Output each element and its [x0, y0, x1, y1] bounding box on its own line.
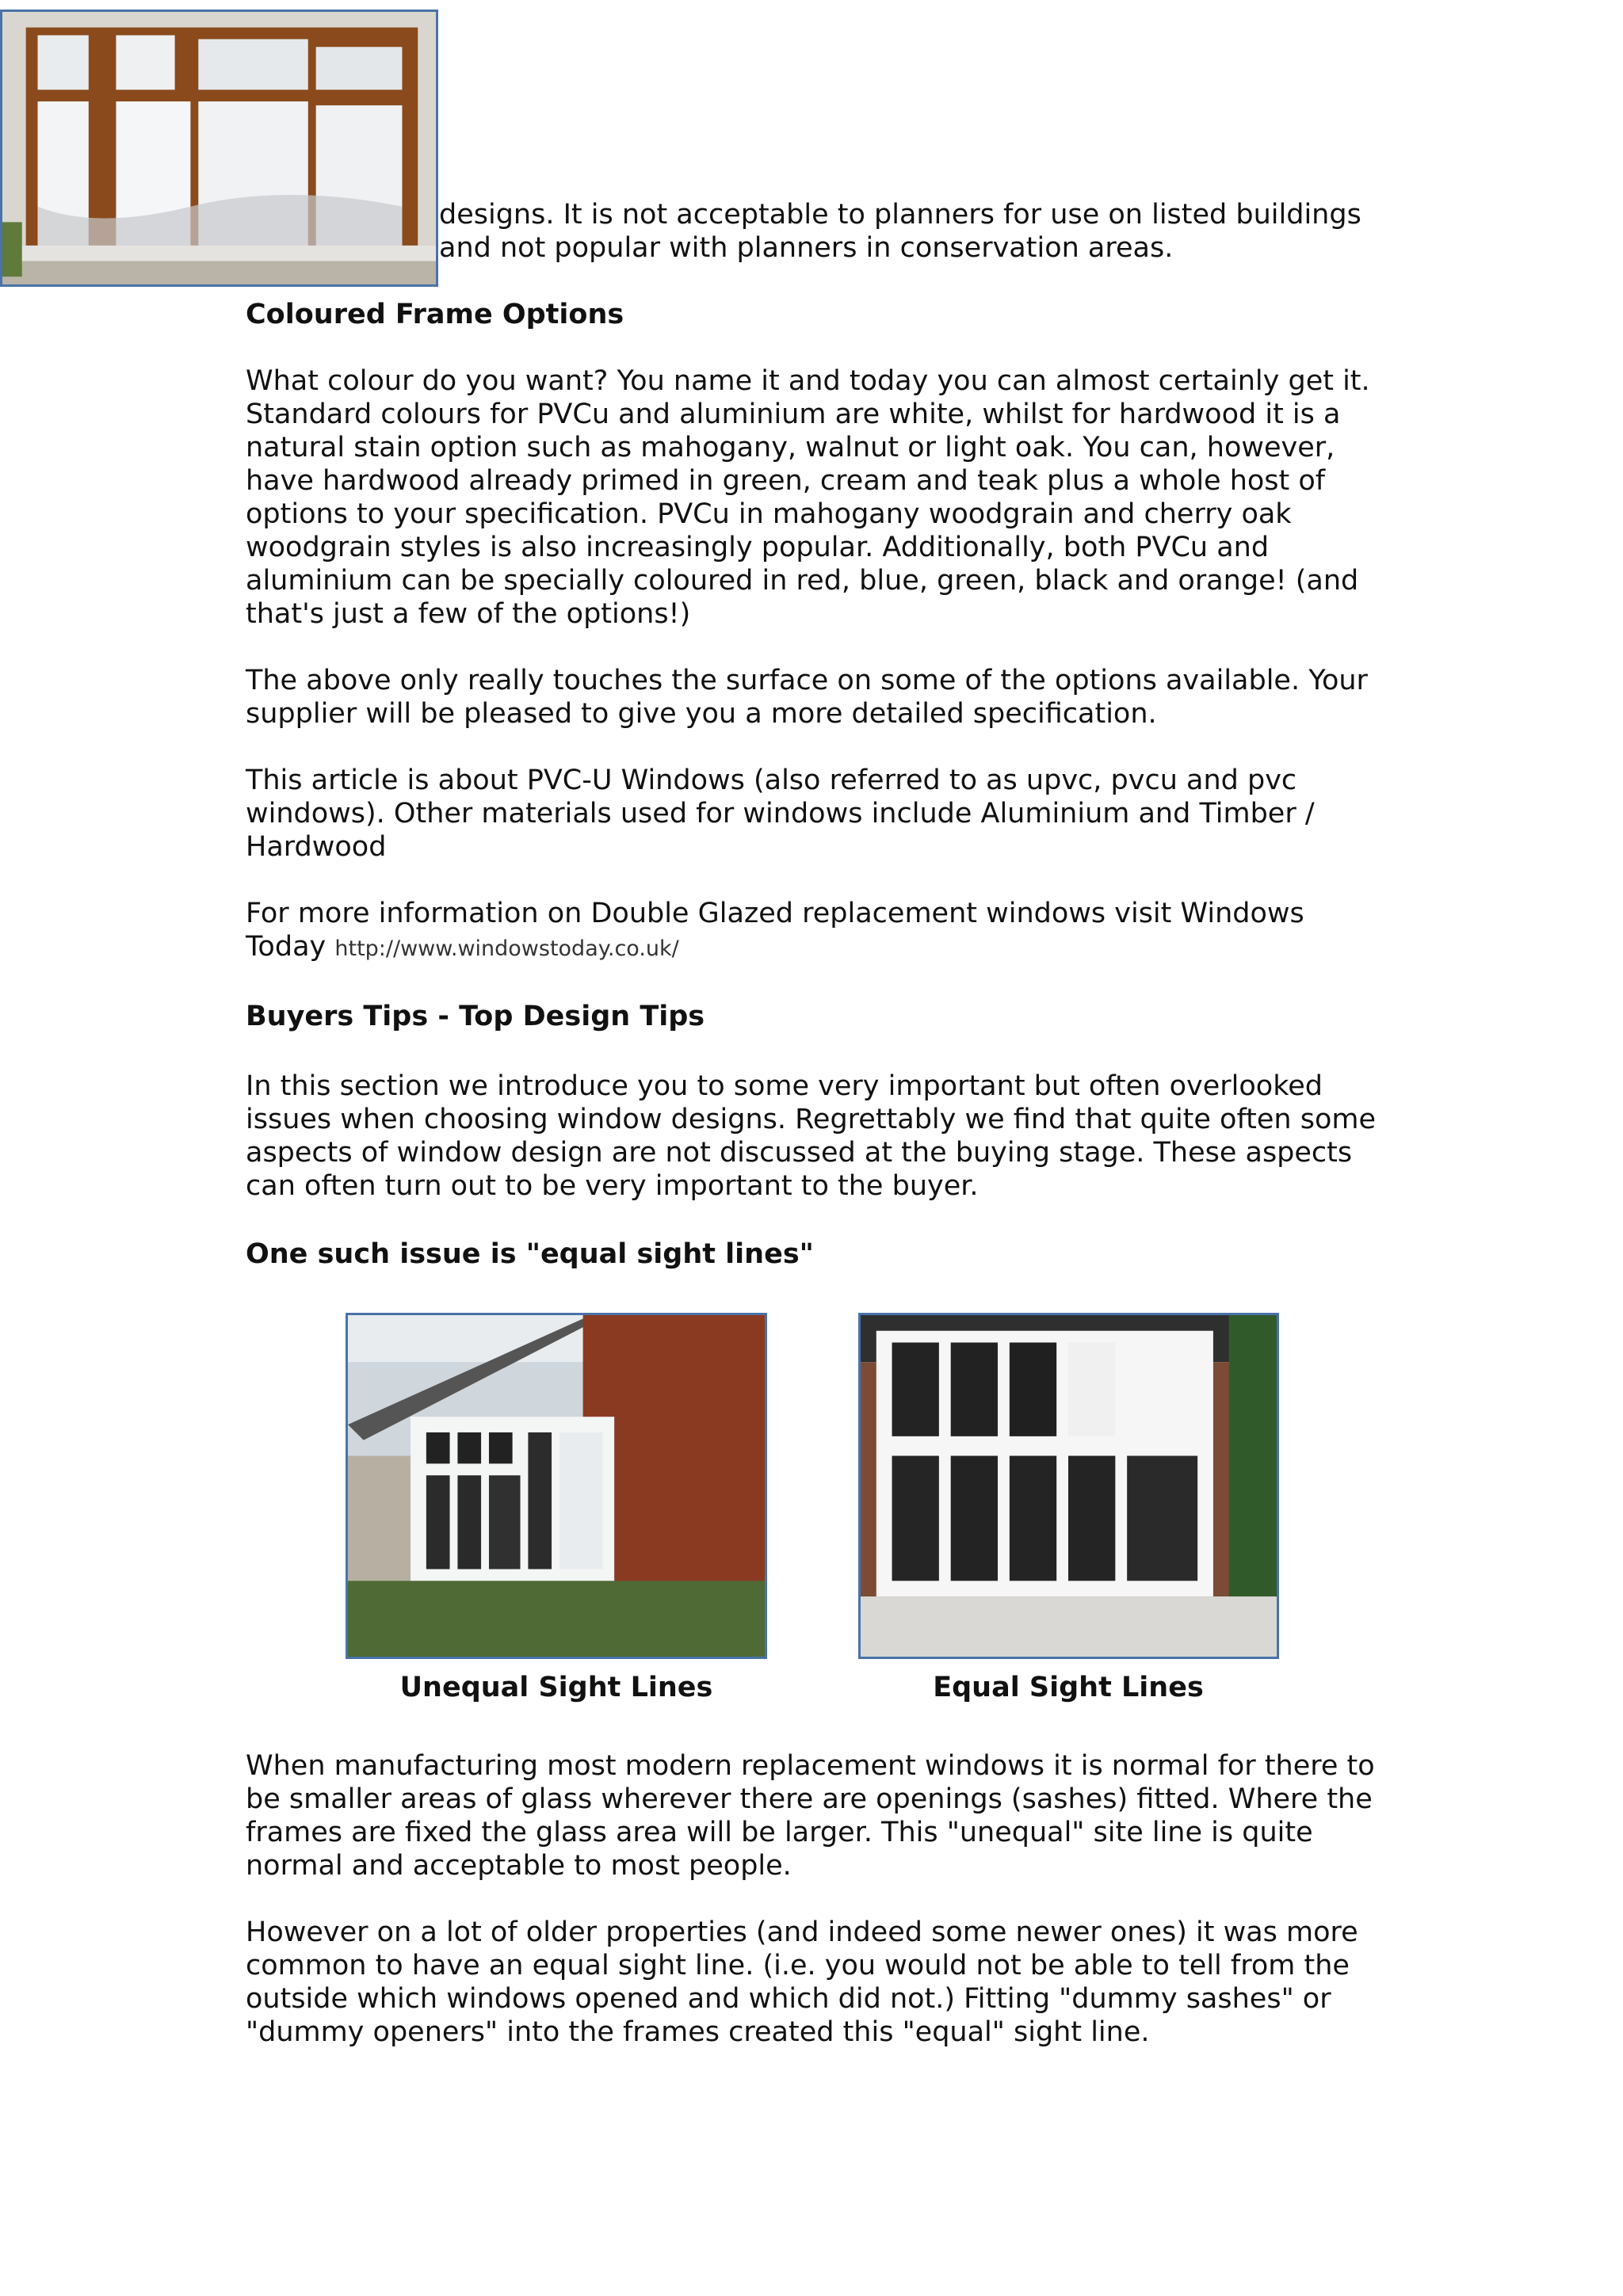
more-info-paragraph	[246, 897, 1387, 966]
unequal-windows-illustration	[348, 1315, 765, 1657]
intro-line-2: and not popular with planners in conservation areas.	[439, 232, 1174, 264]
equal-windows-illustration	[861, 1315, 1277, 1657]
coloured-frame-heading: Coloured Frame Options	[246, 299, 624, 330]
intro-line-1: designs. It is not acceptable to planners for use on listed buildings	[439, 199, 1361, 231]
equal-sight-lines-caption: Equal Sight Lines	[933, 1672, 1204, 1703]
wooden-bay-window-photo	[0, 10, 438, 287]
wooden-bay-window-illustration	[2, 12, 436, 284]
unequal-sight-lines-caption: Unequal Sight Lines	[399, 1672, 713, 1703]
buyers-tips-paragraph-1: In this section we introduce you to some very important but often overlooked issues when choosing window designs. Regrettably we find that quite often some aspects of window design are not discussed at the buying stage. These aspects can often turn out to be very important to the buyer.	[246, 1070, 1377, 1202]
unequal-sight-lines-photo	[346, 1313, 767, 1659]
windows-today-url[interactable]: http://www.windowstoday.co.uk/	[334, 936, 679, 961]
coloured-frame-paragraph-1: What colour do you want? You name it and today you can almost certainly get it. Standard colours for PVCu and aluminium are white, whilst for hardwood it is a natural stain option such as mahogany, walnut or light oak. You can, however, have hardwood already primed in green, cream and teak plus a whole host of options to your specification. PVCu in mahogany woodgrain and cherry oak woodgrain styles is also increasingly popular. Additionally, both PVCu and aluminium can be specially coloured in red, blue, green, black and orange! (and that's just a few of the options!)	[246, 365, 1370, 630]
coloured-frame-paragraph-3: This article is about PVC-U Windows (also referred to as upvc, pvcu and pvc windows). Other materials used for windows include Aluminium and Timber / Hardwood	[246, 765, 1315, 863]
equal-sight-lines-photo	[858, 1313, 1279, 1659]
more-info-text: For more information on Double Glazed replacement windows visit Windows Today	[246, 898, 1304, 963]
buyers-tips-paragraph-2: When manufacturing most modern replacement windows it is normal for there to be smaller areas of glass wherever there are openings (sashes) fitted. Where the frames are fixed the glass area will be larger. This "unequal" site line is quite normal and acceptable to most people.	[246, 1750, 1375, 1882]
equal-sight-lines-subheading: One such issue is "equal sight lines"	[246, 1238, 814, 1270]
buyers-tips-paragraph-3: However on a lot of older properties (and indeed some newer ones) it was more common to have an equal sight line. (i.e. you would not be able to tell from the outside which windows opened and which did not.) Fitting "dummy sashes" or "dummy openers" into the frames created this "equal" sight line.	[246, 1917, 1358, 2048]
coloured-frame-paragraph-2: The above only really touches the surface on some of the options available. Your supplier will be pleased to give you a more detailed specification.	[246, 665, 1368, 730]
buyers-tips-heading: Buyers Tips - Top Design Tips	[246, 1001, 705, 1032]
